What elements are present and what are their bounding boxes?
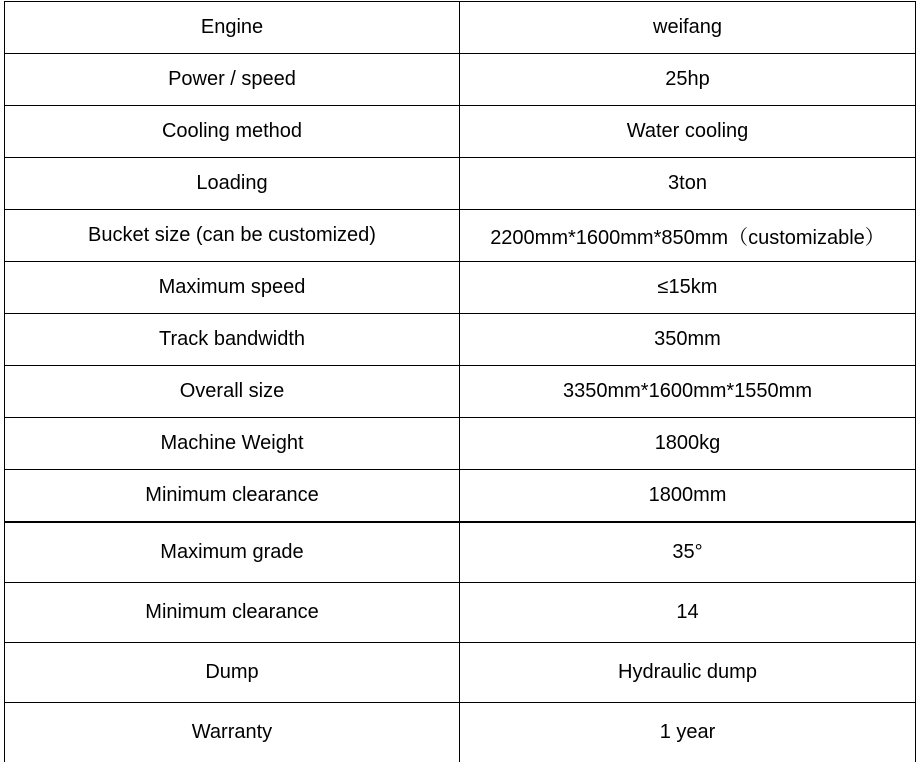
spec-label: Warranty — [5, 703, 460, 763]
table-row — [5, 418, 916, 470]
spec-value: 3350mm*1600mm*1550mm — [460, 366, 916, 418]
spec-label: Bucket size (can be customized) — [5, 210, 460, 262]
table-row — [5, 54, 916, 106]
spec-value: Hydraulic dump — [460, 643, 916, 703]
spec-label: Maximum speed — [5, 262, 460, 314]
table-row — [5, 158, 916, 210]
table-row — [5, 643, 916, 703]
table-row — [5, 314, 916, 366]
table-row — [5, 366, 916, 418]
spec-value: ≤15km — [460, 262, 916, 314]
spec-label: Cooling method — [5, 106, 460, 158]
spec-value: 350mm — [460, 314, 916, 366]
table-row — [5, 703, 916, 763]
table-row — [5, 262, 916, 314]
spec-value: weifang — [460, 2, 916, 54]
spec-label: Engine — [5, 2, 460, 54]
spec-label: Maximum grade — [5, 522, 460, 583]
spec-value: 2200mm*1600mm*850mm（customizable） — [460, 210, 916, 262]
spec-value: 1 year — [460, 703, 916, 763]
spec-label: Machine Weight — [5, 418, 460, 470]
spec-label: Minimum clearance — [5, 470, 460, 523]
table-row — [5, 106, 916, 158]
spec-label: Overall size — [5, 366, 460, 418]
table-row — [5, 583, 916, 643]
table-row — [5, 2, 916, 54]
spec-table — [4, 1, 916, 762]
spec-value: 35° — [460, 522, 916, 583]
spec-value: 1800mm — [460, 470, 916, 523]
spec-label: Loading — [5, 158, 460, 210]
spec-value: 3ton — [460, 158, 916, 210]
table-row — [5, 522, 916, 583]
spec-label: Power / speed — [5, 54, 460, 106]
table-row — [5, 470, 916, 523]
spec-label: Track bandwidth — [5, 314, 460, 366]
spec-value: 14 — [460, 583, 916, 643]
spec-label: Dump — [5, 643, 460, 703]
spec-value: 25hp — [460, 54, 916, 106]
spec-value: Water cooling — [460, 106, 916, 158]
spec-value: 1800kg — [460, 418, 916, 470]
table-row — [5, 210, 916, 262]
spec-label: Minimum clearance — [5, 583, 460, 643]
